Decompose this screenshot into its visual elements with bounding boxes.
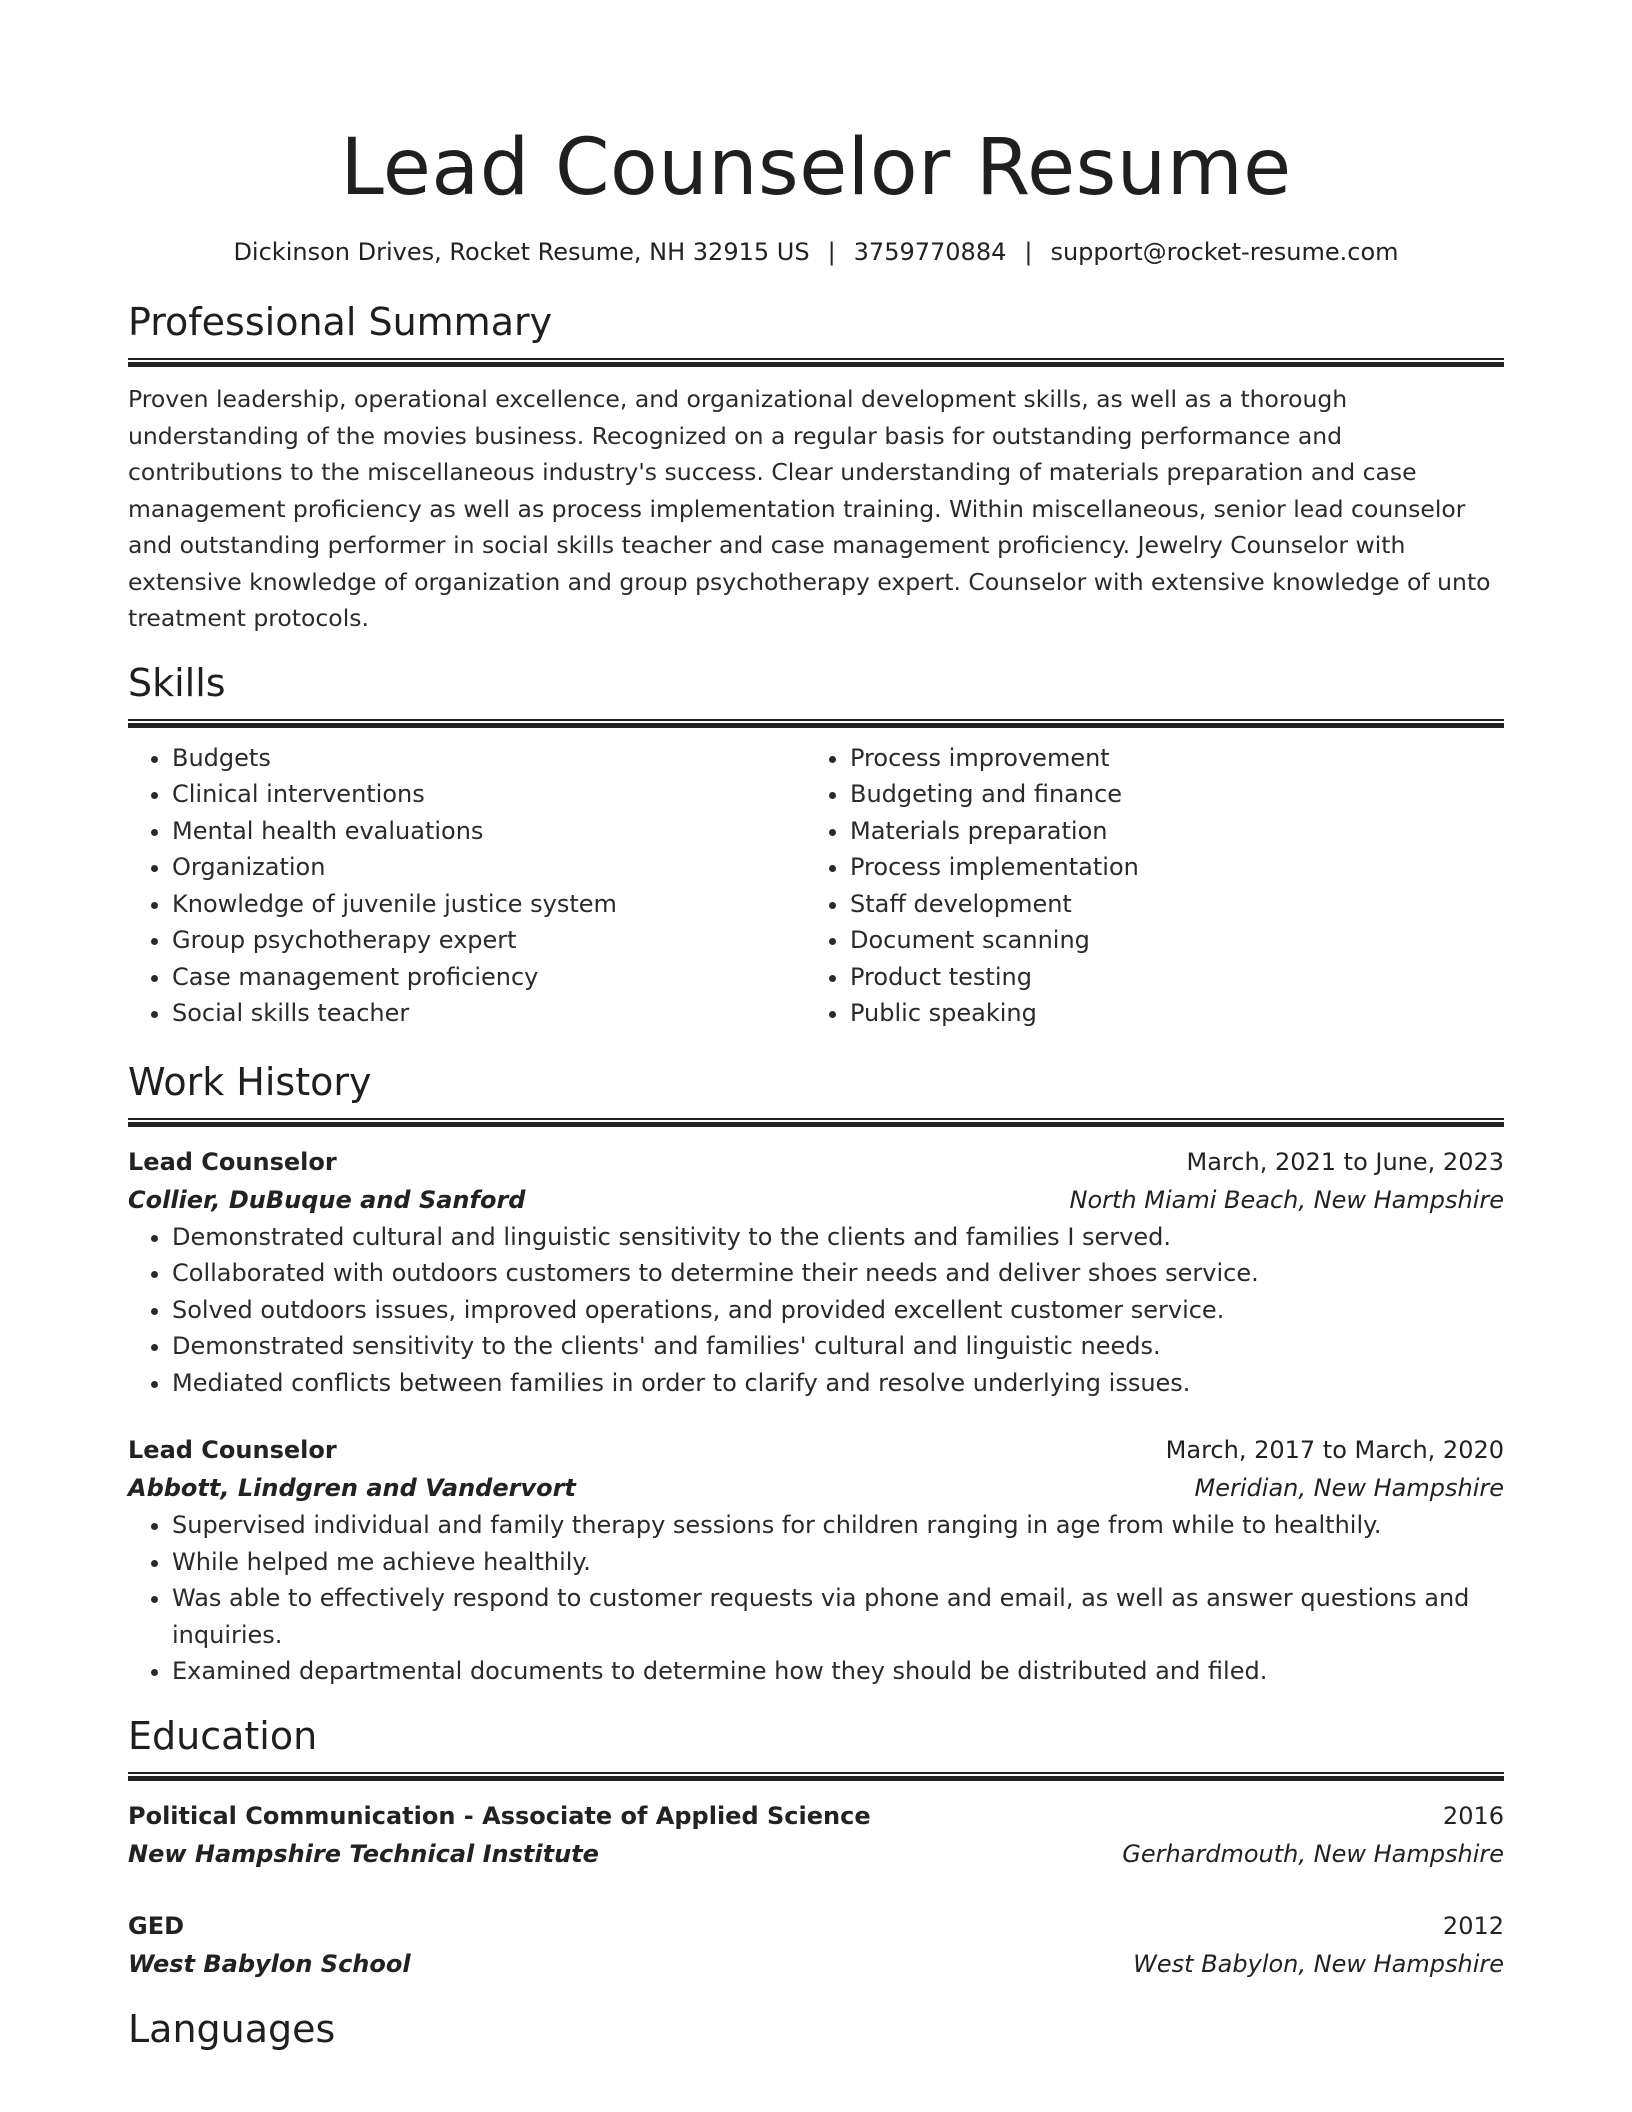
skill-item: • Clinical interventions <box>172 776 806 813</box>
skills-heading: Skills <box>128 660 226 705</box>
education-degree: Political Communication - Associate of Applied Science <box>128 1801 871 1830</box>
skill-item: • Staff development <box>850 886 1484 923</box>
education-subheader <box>128 1945 1504 1983</box>
skill-item: • Case management proficiency <box>172 959 806 996</box>
education-section <box>128 1712 1504 1983</box>
summary-section <box>128 298 1504 637</box>
summary-heading: Professional Summary <box>128 300 553 344</box>
education-school: New Hampshire Technical Institute <box>128 1839 599 1868</box>
education-header <box>128 1907 1504 1945</box>
skill-item: • Social skills teacher <box>172 995 806 1032</box>
skills-list-right <box>806 740 1484 1032</box>
skills-left-column <box>128 740 806 1032</box>
job-title: Lead Counselor <box>128 1436 337 1464</box>
contact-phone: 3759770884 <box>853 238 1007 266</box>
job-dates: March, 2021 to June, 2023 <box>1186 1147 1504 1176</box>
contact-line <box>128 236 1504 268</box>
skill-item: • Process implementation <box>850 849 1484 886</box>
job-header <box>128 1143 1504 1181</box>
job-title: Lead Counselor <box>128 1147 337 1176</box>
job-subheader <box>128 1181 1504 1219</box>
education-entry <box>128 1797 1504 1873</box>
skill-item: • Knowledge of juvenile justice system <box>172 886 806 923</box>
job-company: Abbott, Lindgren and Vandervort <box>128 1474 576 1502</box>
education-year: 2016 <box>1442 1801 1504 1830</box>
skill-item: • Process improvement <box>850 740 1484 777</box>
education-entry <box>128 1907 1504 1983</box>
skills-columns <box>128 740 1504 1032</box>
job-entry <box>128 1431 1504 1690</box>
skill-item: • Product testing <box>850 959 1484 996</box>
skill-item: • Document scanning <box>850 922 1484 959</box>
contact-email: support@rocket-resume.com <box>1050 238 1399 266</box>
job-bullet: • Was able to effectively respond to customer requests via phone and email, as well as answer questions and inquiries. <box>172 1580 1504 1653</box>
resume-page <box>128 0 1504 2053</box>
section-divider <box>128 1772 1504 1781</box>
summary-text: Proven leadership, operational excellence, and organizational development skills, as well as a thorough understanding of the movies business. Recognized on a regular basis for outstanding performance and contributions to the miscellaneous industry's success. Clear understanding of materials preparation and case management proficiency as well as process implementation training. Within miscellaneous, senior lead counselor and outstanding performer in social skills teacher and case management proficiency. Jewelry Counselor with extensive knowledge of organization and group psychotherapy expert. Counselor with extensive knowledge of unto treatment protocols. <box>128 385 1491 632</box>
contact-separator: | <box>1024 238 1033 266</box>
job-bullet: • Mediated conflicts between families in order to clarify and resolve underlying issues. <box>172 1365 1504 1402</box>
job-location: Meridian, New Hampshire <box>1194 1474 1504 1502</box>
education-degree: GED <box>128 1911 185 1940</box>
skill-item: • Public speaking <box>850 995 1484 1032</box>
education-school: West Babylon School <box>128 1949 411 1978</box>
education-heading: Education <box>128 1713 318 1758</box>
contact-address: Dickinson Drives, Rocket Resume, NH 32915 US <box>233 238 810 266</box>
resume-title: Lead Counselor Resume <box>340 123 1292 213</box>
job-location: North Miami Beach, New Hampshire <box>1069 1185 1504 1214</box>
languages-heading: Languages <box>128 2006 336 2051</box>
languages-section <box>128 2005 1504 2053</box>
job-bullet: • Solved outdoors issues, improved operations, and provided excellent customer service. <box>172 1292 1504 1329</box>
job-bullet: • Collaborated with outdoors customers to determine their needs and deliver shoes service. <box>172 1255 1504 1292</box>
skill-item: • Organization <box>172 849 806 886</box>
section-divider <box>128 358 1504 367</box>
education-subheader <box>128 1835 1504 1873</box>
job-subheader <box>128 1469 1504 1507</box>
education-year: 2012 <box>1442 1911 1504 1940</box>
work-history-section <box>128 1058 1504 1690</box>
job-bullet: • While helped me achieve healthily. <box>172 1544 1504 1581</box>
job-bullet: • Examined departmental documents to determine how they should be distributed and filed. <box>172 1653 1504 1690</box>
job-header <box>128 1431 1504 1469</box>
skill-item: • Materials preparation <box>850 813 1484 850</box>
section-divider <box>128 1118 1504 1127</box>
skills-list-left <box>128 740 806 1032</box>
job-bullets <box>128 1219 1504 1402</box>
education-location: Gerhardmouth, New Hampshire <box>1122 1839 1504 1868</box>
job-bullets <box>128 1507 1504 1690</box>
job-company: Collier, DuBuque and Sanford <box>128 1185 526 1214</box>
education-location: West Babylon, New Hampshire <box>1133 1949 1504 1978</box>
skill-item: • Budgeting and finance <box>850 776 1484 813</box>
skill-item: • Budgets <box>172 740 806 777</box>
contact-separator: | <box>827 238 836 266</box>
education-header <box>128 1797 1504 1835</box>
job-bullet: • Supervised individual and family therapy sessions for children ranging in age from while to healthily. <box>172 1507 1504 1544</box>
work-history-heading: Work History <box>128 1059 372 1104</box>
skills-right-column <box>806 740 1484 1032</box>
job-bullet: • Demonstrated cultural and linguistic sensitivity to the clients and families I served. <box>172 1219 1504 1256</box>
skills-section <box>128 659 1504 1032</box>
job-entry <box>128 1143 1504 1402</box>
section-divider <box>128 719 1504 728</box>
job-bullet: • Demonstrated sensitivity to the clients' and families' cultural and linguistic needs. <box>172 1328 1504 1365</box>
skill-item: • Mental health evaluations <box>172 813 806 850</box>
skill-item: • Group psychotherapy expert <box>172 922 806 959</box>
job-dates: March, 2017 to March, 2020 <box>1165 1436 1504 1464</box>
